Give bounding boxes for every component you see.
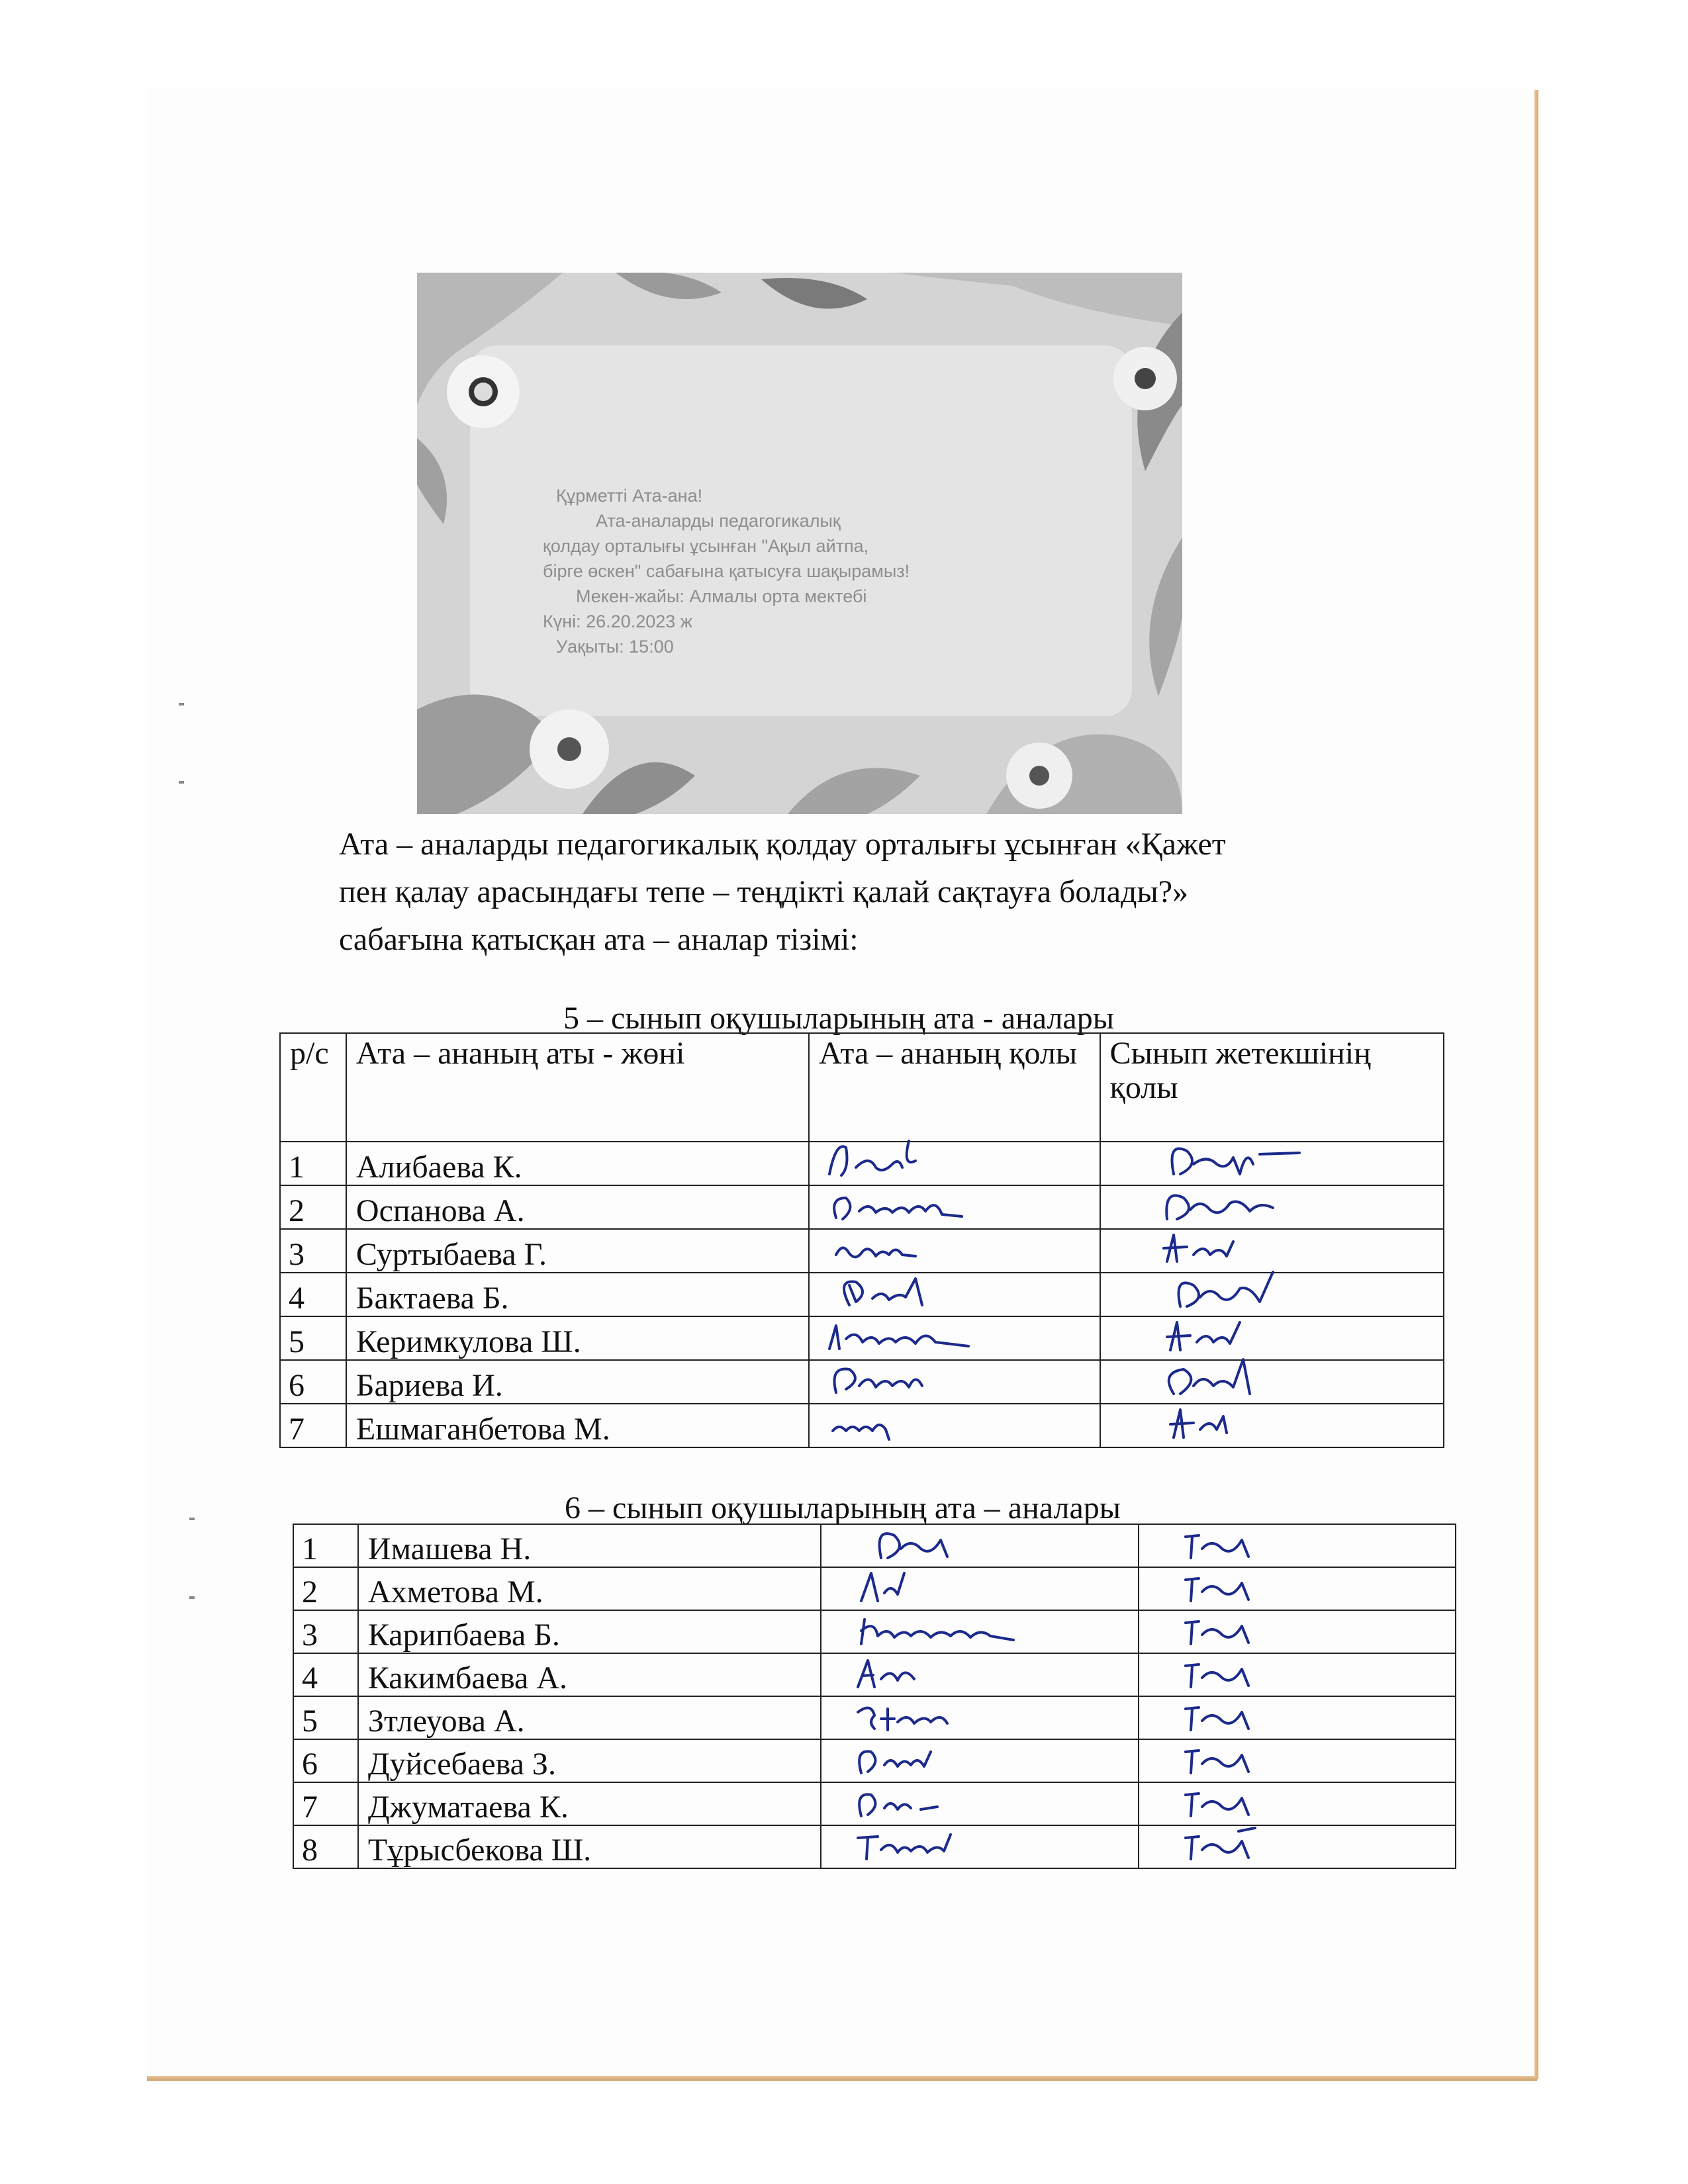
table-header-row: [280, 1033, 1444, 1142]
row-number: 3: [280, 1229, 346, 1273]
row-name: Ахметова М.: [358, 1567, 821, 1610]
header-name: Ата – ананың аты - жөні: [346, 1033, 809, 1142]
row-number: 1: [280, 1142, 346, 1185]
table-row: [293, 1825, 1456, 1868]
row-name: Бактаева Б.: [346, 1273, 809, 1316]
grade6-table: [293, 1524, 1456, 1869]
row-number: 2: [280, 1185, 346, 1229]
row-name: Какимбаева А.: [358, 1653, 821, 1696]
intro-line: сабағына қатысқан ата – аналар тізімі:: [339, 922, 859, 957]
row-name: Тұрысбекова Ш.: [358, 1825, 821, 1868]
invitation-line: Күні: 26.20.2023 ж: [543, 612, 692, 631]
table-row: [280, 1404, 1444, 1447]
paper-edge-bottom: [147, 2076, 1537, 2081]
invitation-line: Мекен-жайы: Алмалы орта мектебі: [576, 586, 867, 606]
invitation-card-image: [417, 273, 1182, 814]
signature-icon: [821, 1811, 1139, 1871]
row-number: 2: [293, 1567, 358, 1610]
row-name: Бариева И.: [346, 1360, 809, 1404]
row-name: Джуматаева К.: [358, 1782, 821, 1825]
header-parent-signature: Ата – ананың қолы: [809, 1033, 1100, 1142]
row-number: 6: [280, 1360, 346, 1404]
row-name: Оспанова А.: [346, 1185, 809, 1229]
row-name: Зтлеуова А.: [358, 1696, 821, 1739]
row-number: 4: [293, 1653, 358, 1696]
row-number: 8: [293, 1825, 358, 1868]
row-number: 1: [293, 1524, 358, 1567]
intro-line: Ата – аналарды педагогикалық қолдау орталығы ұсынған «Қажет: [339, 827, 1226, 862]
row-number: 3: [293, 1610, 358, 1653]
row-name: Алибаева К.: [346, 1142, 809, 1185]
scan-mark: [179, 703, 184, 705]
row-name: Имашева Н.: [358, 1524, 821, 1567]
row-name: Ешмаганбетова М.: [346, 1404, 809, 1447]
paper-edge-right: [1534, 90, 1538, 2079]
signature-icon: [1101, 1390, 1445, 1449]
scan-mark: [179, 781, 184, 784]
parent-signature: [809, 1404, 1100, 1447]
header-number: р/с: [280, 1033, 346, 1142]
row-name: Суртыбаева Г.: [346, 1229, 809, 1273]
row-number: 4: [280, 1273, 346, 1316]
row-name: Дуйсебаева З.: [358, 1739, 821, 1782]
grade6-title: 6 – сынып оқушыларының ата – аналары: [565, 1490, 1121, 1525]
teacher-signature: [1139, 1825, 1456, 1868]
row-name: Карипбаева Б.: [358, 1610, 821, 1653]
signature-icon: [1139, 1811, 1457, 1871]
row-number: 7: [293, 1782, 358, 1825]
grade5-table: [279, 1032, 1444, 1448]
row-number: 5: [280, 1316, 346, 1360]
invitation-line: қолдау орталығы ұсынған "Ақыл айтпа,: [543, 536, 869, 556]
row-number: 5: [293, 1696, 358, 1739]
signature-icon: [810, 1390, 1101, 1449]
scan-mark: [189, 1596, 195, 1599]
grade5-title: 5 – сынып оқушыларының ата - аналары: [563, 1001, 1114, 1036]
invitation-line: Уақыты: 15:00: [556, 637, 674, 657]
teacher-signature: [1100, 1404, 1444, 1447]
row-number: 6: [293, 1739, 358, 1782]
invitation-text: [516, 483, 1112, 659]
invitation-line: бірге өскен" сабағына қатысуға шақырамыз!: [543, 561, 910, 581]
header-teacher-signature: Сынып жетекшінің қолы: [1100, 1033, 1444, 1142]
invitation-line: Құрметті Ата-ана!: [556, 486, 703, 506]
row-number: 7: [280, 1404, 346, 1447]
intro-paragraph: [339, 821, 1411, 964]
intro-line: пен қалау арасындағы тепе – теңдікті қалай сақтауға болады?»: [339, 874, 1189, 909]
invitation-line: Ата-аналарды педагогикалық: [596, 511, 841, 531]
parent-signature: [821, 1825, 1138, 1868]
row-name: Керимкулова Ш.: [346, 1316, 809, 1360]
